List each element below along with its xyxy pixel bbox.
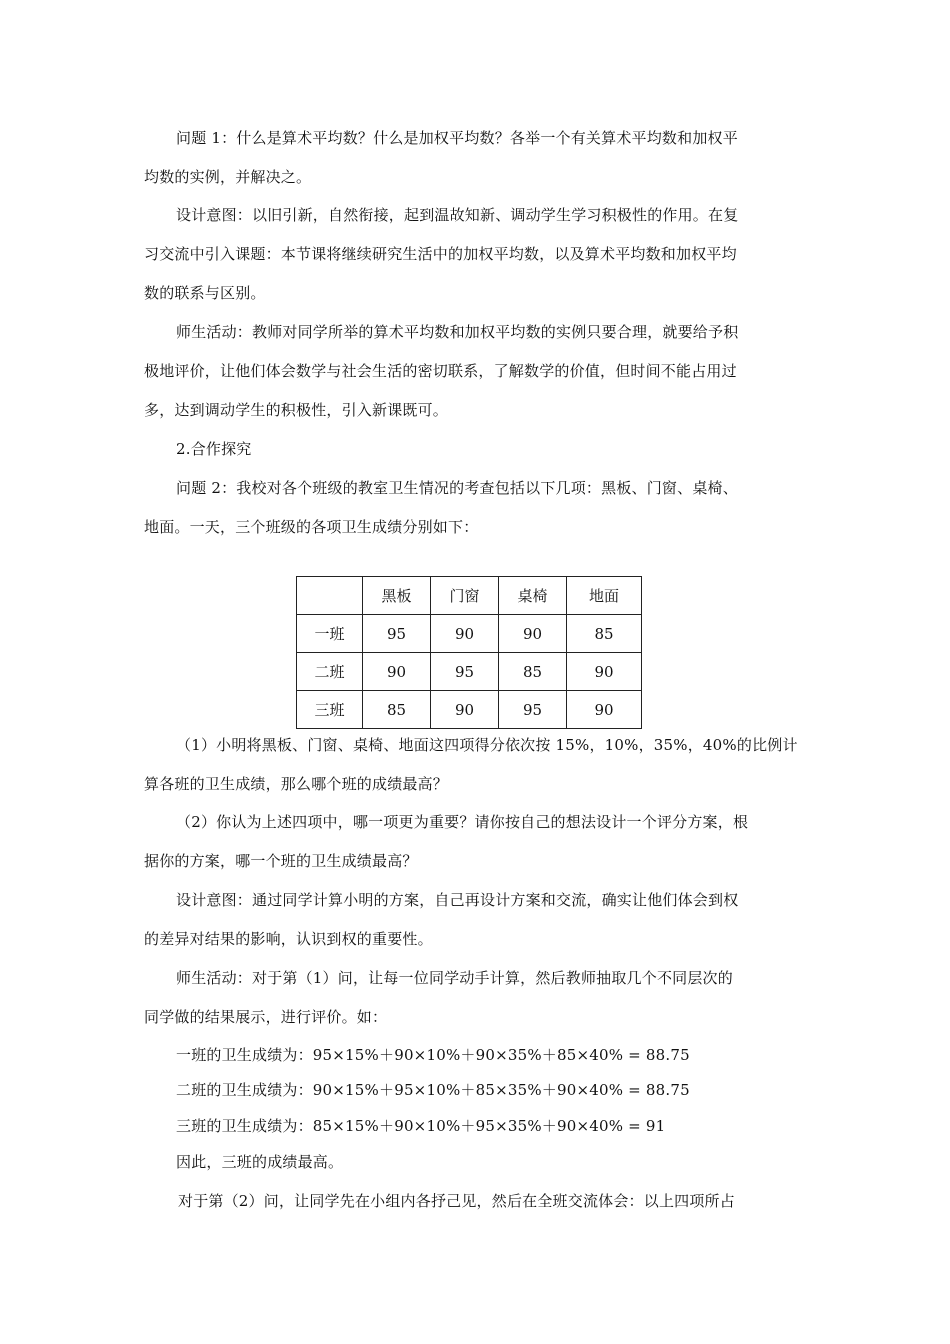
table-cell: 90 — [431, 615, 499, 653]
part-2-line-1: （2）你认为上述四项中，哪一项更为重要？请你按自己的想法设计一个评分方案，根 — [176, 813, 749, 831]
table-header-cell — [297, 577, 363, 615]
activity-2-line-1: 师生活动：对于第（1）问，让每一位同学动手计算，然后教师抽取几个不同层次的 — [176, 969, 733, 987]
table-cell: 85 — [363, 691, 431, 729]
table-cell: 90 — [499, 615, 567, 653]
calculation-class-1: 一班的卫生成绩为：95×15%＋90×10%＋90×35%＋85×40% = 88.75 — [176, 1046, 690, 1064]
activity-1-line-1: 师生活动：教师对同学所举的算术平均数和加权平均数的实例只要合理，就要给予积 — [176, 323, 739, 341]
table-header-row — [297, 577, 642, 615]
hygiene-scores-table — [296, 576, 642, 729]
calculation-class-3: 三班的卫生成绩为：85×15%＋90×10%＋95×35%＋90×40% = 91 — [176, 1117, 666, 1135]
table-row — [297, 653, 642, 691]
question-1-line-1: 问题 1：什么是算术平均数？什么是加权平均数？各举一个有关算术平均数和加权平 — [176, 129, 738, 147]
table-header-cell: 门窗 — [431, 577, 499, 615]
table-cell: 85 — [499, 653, 567, 691]
calculation-class-2: 二班的卫生成绩为：90×15%＋95×10%＋85×35%＋90×40% = 88.75 — [176, 1081, 690, 1099]
table-header-cell: 地面 — [567, 577, 642, 615]
table-cell: 一班 — [297, 615, 363, 653]
question-2-line-2: 地面。一天，三个班级的各项卫生成绩分别如下： — [144, 518, 479, 536]
design-intent-1-line-1: 设计意图：以旧引新，自然衔接，起到温故知新、调动学生学习积极性的作用。在复 — [176, 206, 739, 224]
design-intent-2-line-2: 的差异对结果的影响，认识到权的重要性。 — [144, 930, 433, 948]
question-2-line-1: 问题 2：我校对各个班级的教室卫生情况的考查包括以下几项：黑板、门窗、桌椅、 — [176, 479, 738, 497]
activity-2-line-2: 同学做的结果展示，进行评价。如： — [144, 1008, 388, 1026]
part-1-line-2: 算各班的卫生成绩，那么哪个班的成绩最高？ — [144, 775, 449, 793]
table-cell: 90 — [567, 691, 642, 729]
table-cell: 85 — [567, 615, 642, 653]
table-cell: 90 — [567, 653, 642, 691]
table-cell: 95 — [363, 615, 431, 653]
table-row — [297, 615, 642, 653]
table-header-cell: 桌椅 — [499, 577, 567, 615]
table-cell: 95 — [499, 691, 567, 729]
activity-1-line-3: 多，达到调动学生的积极性，引入新课既可。 — [144, 401, 449, 419]
section-2-heading: 2.合作探究 — [176, 440, 252, 458]
question-1-line-2: 均数的实例，并解决之。 — [144, 168, 312, 186]
design-intent-1-line-3: 数的联系与区别。 — [144, 284, 266, 302]
table-cell: 90 — [431, 691, 499, 729]
table-cell: 90 — [363, 653, 431, 691]
design-intent-1-line-2: 习交流中引入课题：本节课将继续研究生活中的加权平均数，以及算术平均数和加权平均 — [144, 245, 737, 263]
conclusion: 因此，三班的成绩最高。 — [176, 1153, 344, 1171]
table-cell: 二班 — [297, 653, 363, 691]
activity-1-line-2: 极地评价，让他们体会数学与社会生活的密切联系，了解数学的价值，但时间不能占用过 — [144, 362, 737, 380]
table-row — [297, 691, 642, 729]
table-header-cell: 黑板 — [363, 577, 431, 615]
part-2-line-2: 据你的方案，哪一个班的卫生成绩最高？ — [144, 852, 418, 870]
table-cell: 95 — [431, 653, 499, 691]
design-intent-2-line-1: 设计意图：通过同学计算小明的方案，自己再设计方案和交流，确实让他们体会到权 — [176, 891, 739, 909]
part-1-line-1: （1）小明将黑板、门窗、桌椅、地面这四项得分依次按 15%，10%，35%，40%的比例计 — [176, 736, 798, 754]
table-cell: 三班 — [297, 691, 363, 729]
part-2-discussion-line: 对于第（2）问，让同学先在小组内各抒己见，然后在全班交流体会：以上四项所占 — [178, 1192, 735, 1210]
